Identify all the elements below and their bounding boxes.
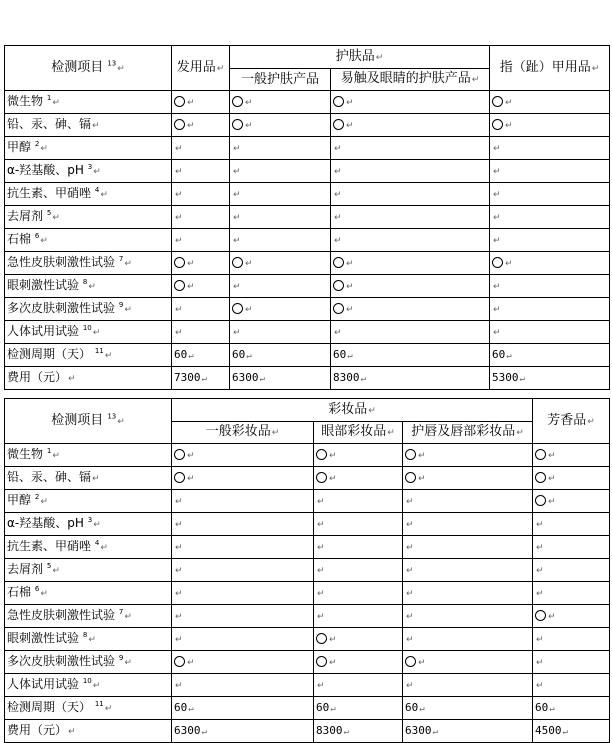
value-cell: 5300↵ <box>490 367 610 390</box>
value-cell: 8300↵ <box>331 367 490 390</box>
value-cell: ↵ <box>403 628 533 651</box>
circle-mark <box>174 656 185 667</box>
row-label: 铅、汞、砷、镉↵ <box>5 114 172 137</box>
table-row <box>5 697 610 720</box>
value-cell: ↵ <box>314 628 403 651</box>
value-cell: ↵ <box>172 444 314 467</box>
header-item: 检测项目 $^{13}$↵ <box>5 46 172 91</box>
circle-mark <box>535 472 546 483</box>
value-cell: ↵ <box>331 275 490 298</box>
value-cell: ↵ <box>533 467 610 490</box>
row-label: 抗生素、甲硝唑 $^4$↵ <box>5 183 172 206</box>
value-cell: ↵ <box>533 582 610 605</box>
value-cell: ↵ <box>314 559 403 582</box>
value-cell: ↵ <box>533 490 610 513</box>
header-item: 检测项目 $^{13}$↵ <box>5 399 172 444</box>
value-cell: 60↵ <box>230 344 331 367</box>
value-cell: ↵ <box>331 114 490 137</box>
value-cell: ↵ <box>314 467 403 490</box>
table-row <box>5 367 610 390</box>
value-cell: ↵ <box>490 275 610 298</box>
row-label: 眼刺激性试验 $^8$↵ <box>5 628 172 651</box>
value-cell: ↵ <box>172 490 314 513</box>
value-cell: ↵ <box>230 114 331 137</box>
value-cell: ↵ <box>331 160 490 183</box>
value-cell: ↵ <box>533 605 610 628</box>
value-cell: 60↵ <box>533 697 610 720</box>
value-cell: 60↵ <box>403 697 533 720</box>
table-row <box>5 674 610 697</box>
table-row <box>5 720 610 743</box>
value-cell: ↵ <box>172 321 230 344</box>
makeup-test-table <box>4 398 610 743</box>
circle-mark <box>174 96 185 107</box>
row-label: 急性皮肤刺激性试验 $^7$↵ <box>5 605 172 628</box>
value-cell: ↵ <box>230 206 331 229</box>
header-nail: 指（趾）甲用品↵ <box>490 46 610 91</box>
table-row <box>5 444 610 467</box>
table-row <box>5 229 610 252</box>
value-cell: ↵ <box>314 651 403 674</box>
row-label: 检测周期（天） $^{11}$↵ <box>5 344 172 367</box>
table-row <box>5 275 610 298</box>
value-cell: 7300↵ <box>172 367 230 390</box>
value-cell: ↵ <box>533 536 610 559</box>
value-cell: ↵ <box>172 206 230 229</box>
table-row <box>5 490 610 513</box>
table-row <box>5 513 610 536</box>
value-cell: ↵ <box>490 91 610 114</box>
header-makeup-lip: 护唇及唇部彩妆品↵ <box>403 422 533 444</box>
table-row <box>5 206 610 229</box>
header-hair: 发用品↵ <box>172 46 230 91</box>
value-cell: ↵ <box>314 674 403 697</box>
skincare-test-table <box>4 45 610 390</box>
value-cell: ↵ <box>230 275 331 298</box>
row-label: 去屑剂 $^5$↵ <box>5 559 172 582</box>
value-cell: ↵ <box>172 651 314 674</box>
value-cell: ↵ <box>314 490 403 513</box>
table-row <box>5 605 610 628</box>
value-cell: ↵ <box>230 91 331 114</box>
makeup-table-body <box>5 444 610 743</box>
value-cell: ↵ <box>490 298 610 321</box>
table-row <box>5 651 610 674</box>
value-cell: ↵ <box>172 229 230 252</box>
circle-mark <box>492 119 503 130</box>
row-label: 眼刺激性试验 $^8$↵ <box>5 275 172 298</box>
circle-mark <box>174 472 185 483</box>
circle-mark <box>333 96 344 107</box>
table-row <box>5 536 610 559</box>
row-label: α-羟基酸、pH $^3$↵ <box>5 160 172 183</box>
value-cell: ↵ <box>172 628 314 651</box>
circle-mark <box>405 449 416 460</box>
circle-mark <box>333 119 344 130</box>
value-cell: ↵ <box>533 651 610 674</box>
value-cell: ↵ <box>533 513 610 536</box>
circle-mark <box>232 119 243 130</box>
value-cell: ↵ <box>314 605 403 628</box>
value-cell: ↵ <box>331 206 490 229</box>
header-fragrance: 芳香品↵ <box>533 399 610 444</box>
circle-mark <box>316 656 327 667</box>
table-row <box>5 137 610 160</box>
value-cell: ↵ <box>314 582 403 605</box>
value-cell: ↵ <box>172 605 314 628</box>
skincare-table-body <box>5 91 610 390</box>
circle-mark <box>174 257 185 268</box>
value-cell: ↵ <box>490 321 610 344</box>
circle-mark <box>174 119 185 130</box>
value-cell: ↵ <box>403 651 533 674</box>
row-label: 多次皮肤刺激性试验 $^9$↵ <box>5 298 172 321</box>
row-label: 石棉 $^6$↵ <box>5 229 172 252</box>
value-cell: 60↵ <box>331 344 490 367</box>
value-cell: ↵ <box>172 252 230 275</box>
header-skincare: 护肤品↵ <box>230 46 490 69</box>
table-row <box>5 252 610 275</box>
value-cell: ↵ <box>533 444 610 467</box>
value-cell: ↵ <box>490 160 610 183</box>
value-cell: 60↵ <box>490 344 610 367</box>
row-label: 微生物 $^1$↵ <box>5 91 172 114</box>
value-cell: ↵ <box>314 513 403 536</box>
circle-mark <box>535 449 546 460</box>
value-cell: ↵ <box>172 582 314 605</box>
row-label: 多次皮肤刺激性试验 $^9$↵ <box>5 651 172 674</box>
row-label: α-羟基酸、pH $^3$↵ <box>5 513 172 536</box>
table-row <box>5 114 610 137</box>
table-row <box>5 298 610 321</box>
circle-mark <box>232 257 243 268</box>
value-cell: ↵ <box>172 275 230 298</box>
row-label: 费用（元）↵ <box>5 720 172 743</box>
table-row <box>5 628 610 651</box>
value-cell: ↵ <box>172 137 230 160</box>
value-cell: ↵ <box>331 321 490 344</box>
value-cell: ↵ <box>314 444 403 467</box>
value-cell: ↵ <box>172 91 230 114</box>
value-cell: ↵ <box>172 513 314 536</box>
value-cell: ↵ <box>230 298 331 321</box>
value-cell: ↵ <box>331 298 490 321</box>
value-cell: ↵ <box>490 252 610 275</box>
row-label: 甲醇 $^2$↵ <box>5 490 172 513</box>
value-cell: ↵ <box>331 91 490 114</box>
row-label: 铅、汞、砷、镉↵ <box>5 467 172 490</box>
value-cell: ↵ <box>331 183 490 206</box>
circle-mark <box>535 610 546 621</box>
circle-mark <box>316 449 327 460</box>
table-row <box>5 91 610 114</box>
circle-mark <box>535 495 546 506</box>
value-cell: 6300↵ <box>230 367 331 390</box>
value-cell: ↵ <box>490 114 610 137</box>
value-cell: ↵ <box>490 183 610 206</box>
circle-mark <box>232 303 243 314</box>
table-row <box>5 467 610 490</box>
circle-mark <box>333 303 344 314</box>
value-cell: 60↵ <box>172 697 314 720</box>
value-cell: ↵ <box>403 490 533 513</box>
row-label: 甲醇 $^2$↵ <box>5 137 172 160</box>
circle-mark <box>174 280 185 291</box>
row-label: 人体试用试验 $^{10}$↵ <box>5 674 172 697</box>
row-label: 人体试用试验 $^{10}$↵ <box>5 321 172 344</box>
value-cell: ↵ <box>533 674 610 697</box>
circle-mark <box>405 472 416 483</box>
circle-mark <box>492 257 503 268</box>
table-row <box>5 344 610 367</box>
table-row <box>5 321 610 344</box>
value-cell: ↵ <box>230 160 331 183</box>
value-cell: ↵ <box>331 229 490 252</box>
header-skincare-general: 一般护肤产品 <box>230 69 331 91</box>
value-cell: ↵ <box>331 252 490 275</box>
value-cell: 6300↵ <box>172 720 314 743</box>
value-cell: ↵ <box>331 137 490 160</box>
value-cell: ↵ <box>230 137 331 160</box>
value-cell: ↵ <box>533 628 610 651</box>
circle-mark <box>492 96 503 107</box>
value-cell: ↵ <box>490 206 610 229</box>
circle-mark <box>405 656 416 667</box>
value-cell: ↵ <box>172 183 230 206</box>
header-makeup-eye: 眼部彩妆品↵ <box>314 422 403 444</box>
circle-mark <box>333 280 344 291</box>
header-makeup: 彩妆品↵ <box>172 399 533 422</box>
value-cell: ↵ <box>403 674 533 697</box>
table-row <box>5 183 610 206</box>
value-cell: ↵ <box>403 605 533 628</box>
row-label: 费用（元）↵ <box>5 367 172 390</box>
value-cell: 6300↵ <box>403 720 533 743</box>
circle-mark <box>174 449 185 460</box>
value-cell: ↵ <box>172 298 230 321</box>
circle-mark <box>316 633 327 644</box>
value-cell: ↵ <box>314 536 403 559</box>
value-cell: ↵ <box>403 444 533 467</box>
row-label: 检测周期（天） $^{11}$↵ <box>5 697 172 720</box>
circle-mark <box>316 472 327 483</box>
value-cell: ↵ <box>230 252 331 275</box>
table-row <box>5 160 610 183</box>
table-row <box>5 582 610 605</box>
value-cell: ↵ <box>403 513 533 536</box>
circle-mark <box>232 96 243 107</box>
value-cell: ↵ <box>172 114 230 137</box>
table-row <box>5 559 610 582</box>
value-cell: ↵ <box>172 559 314 582</box>
value-cell: ↵ <box>490 229 610 252</box>
value-cell: ↵ <box>403 536 533 559</box>
value-cell: 4500↵ <box>533 720 610 743</box>
value-cell: 60↵ <box>172 344 230 367</box>
row-label: 急性皮肤刺激性试验 $^7$↵ <box>5 252 172 275</box>
row-label: 微生物 $^1$↵ <box>5 444 172 467</box>
value-cell: ↵ <box>172 467 314 490</box>
circle-mark <box>333 257 344 268</box>
header-makeup-general: 一般彩妆品↵ <box>172 422 314 444</box>
value-cell: ↵ <box>403 467 533 490</box>
value-cell: ↵ <box>230 183 331 206</box>
value-cell: ↵ <box>172 160 230 183</box>
value-cell: 8300↵ <box>314 720 403 743</box>
value-cell: ↵ <box>403 559 533 582</box>
value-cell: ↵ <box>490 137 610 160</box>
row-label: 抗生素、甲硝唑 $^4$↵ <box>5 536 172 559</box>
header-skincare-eye: 易触及眼睛的护肤产品↵ <box>331 69 490 91</box>
row-label: 石棉 $^6$↵ <box>5 582 172 605</box>
value-cell: 60↵ <box>314 697 403 720</box>
value-cell: ↵ <box>230 321 331 344</box>
value-cell: ↵ <box>533 559 610 582</box>
value-cell: ↵ <box>172 674 314 697</box>
value-cell: ↵ <box>172 536 314 559</box>
value-cell: ↵ <box>403 582 533 605</box>
row-label: 去屑剂 $^5$↵ <box>5 206 172 229</box>
value-cell: ↵ <box>230 229 331 252</box>
